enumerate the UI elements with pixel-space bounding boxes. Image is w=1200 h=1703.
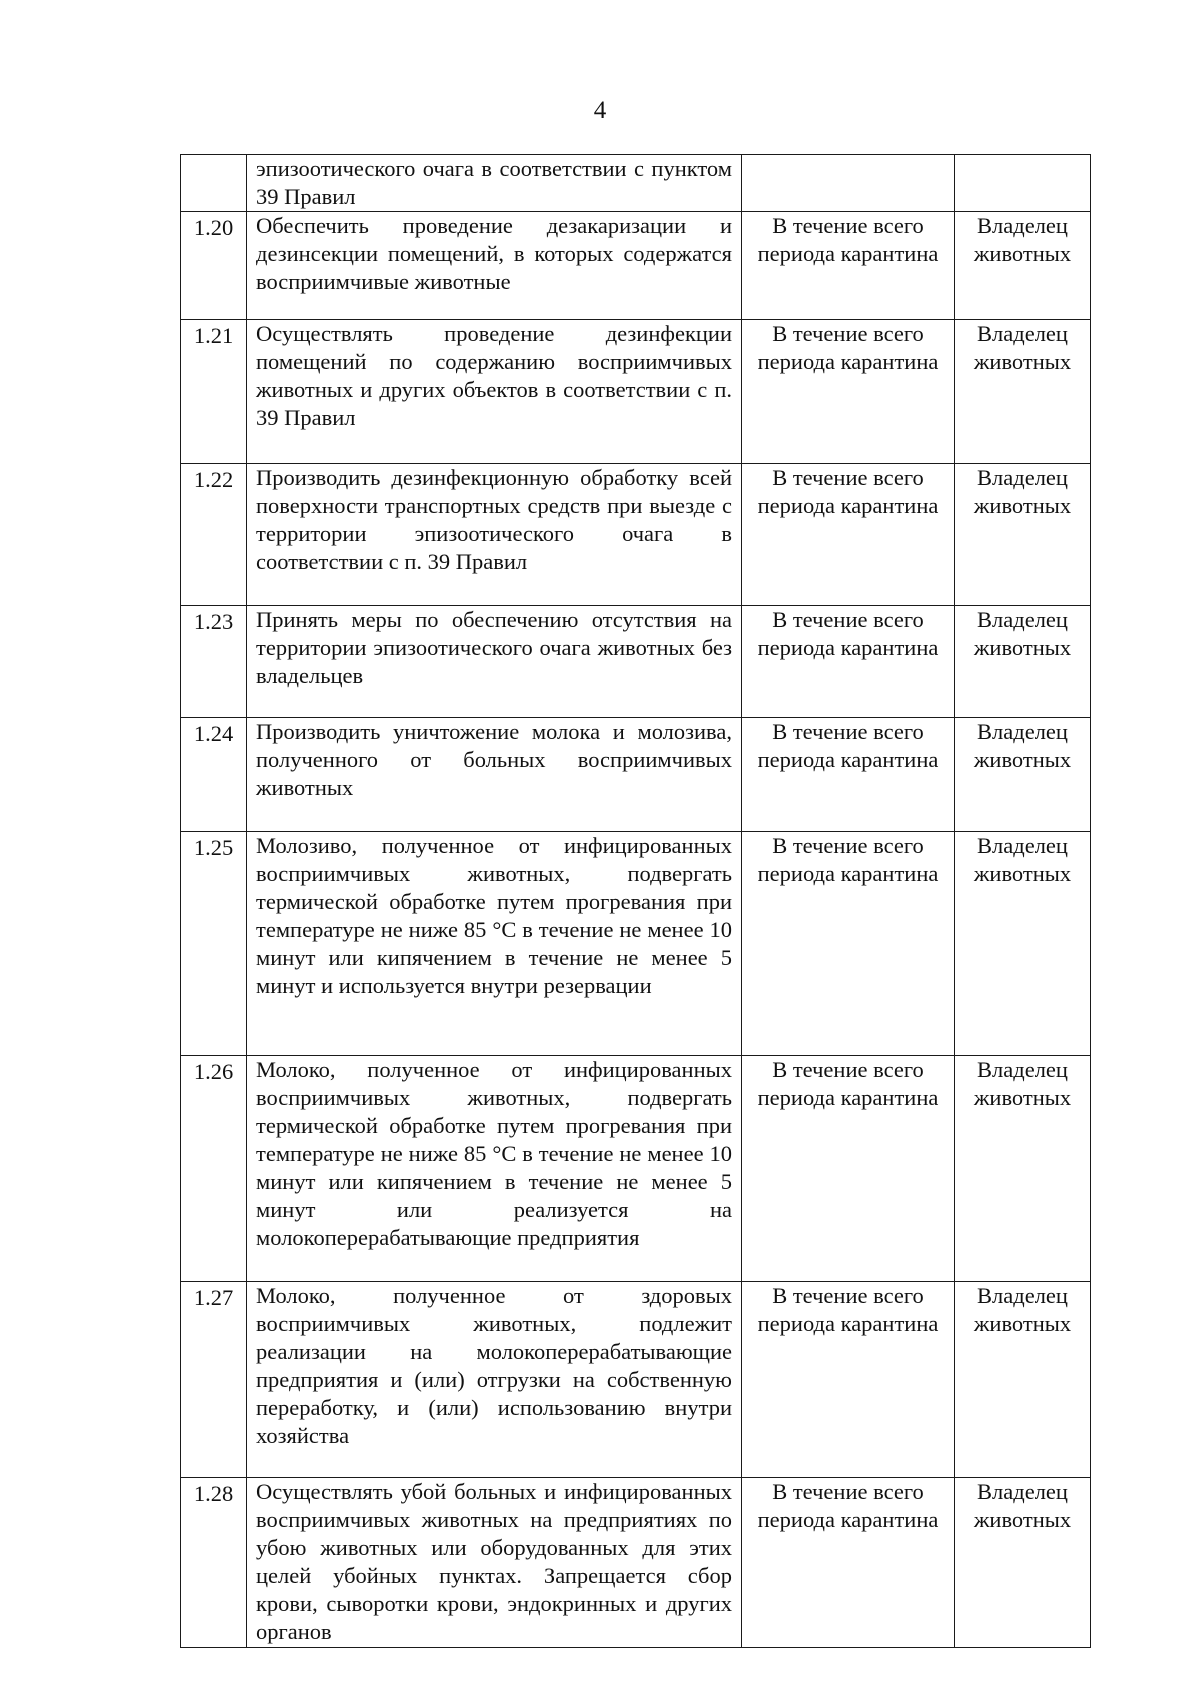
table-row [181, 1478, 1091, 1648]
row-number: 1.20 [181, 212, 247, 320]
table-row [181, 212, 1091, 320]
responsible-text [955, 155, 1091, 212]
table-row [181, 464, 1091, 606]
row-number: 1.25 [181, 832, 247, 1056]
responsible-text: Владелец животных [955, 320, 1091, 464]
term-text: В течение всего периода карантина [742, 718, 955, 832]
measure-text: Молоко, полученное от инфицированных восприимчивых животных, подвергать термической обработке путем прогревания при температуре не ниже 85 °С в течение не менее 10 минут или кипячением в течение не менее 5 минут или реализуется на молокоперерабатывающие предприятия [247, 1056, 742, 1282]
term-text: В течение всего периода карантина [742, 1282, 955, 1478]
term-text [742, 155, 955, 212]
measure-text: Осуществлять проведение дезинфекции помещений по содержанию восприимчивых животных и других объектов в соответствии с п. 39 Правил [247, 320, 742, 464]
responsible-text: Владелец животных [955, 832, 1091, 1056]
measures-table [180, 154, 1091, 1648]
responsible-text: Владелец животных [955, 464, 1091, 606]
table-row [181, 832, 1091, 1056]
responsible-text: Владелец животных [955, 606, 1091, 718]
table-row [181, 718, 1091, 832]
term-text: В течение всего периода карантина [742, 1056, 955, 1282]
row-number: 1.28 [181, 1478, 247, 1648]
measure-text: Обеспечить проведение дезакаризации и дезинсекции помещений, в которых содержатся восприимчивые животные [247, 212, 742, 320]
row-number: 1.24 [181, 718, 247, 832]
table-row [181, 1282, 1091, 1478]
row-number: 1.26 [181, 1056, 247, 1282]
term-text: В течение всего периода карантина [742, 606, 955, 718]
table-row [181, 606, 1091, 718]
row-number: 1.23 [181, 606, 247, 718]
responsible-text: Владелец животных [955, 718, 1091, 832]
row-number: 1.21 [181, 320, 247, 464]
responsible-text: Владелец животных [955, 1282, 1091, 1478]
measure-text: Производить дезинфекционную обработку всей поверхности транспортных средств при выезде с территории эпизоотического очага в соответствии с п. 39 Правил [247, 464, 742, 606]
table-row [181, 155, 1091, 212]
responsible-text: Владелец животных [955, 212, 1091, 320]
row-number [181, 155, 247, 212]
row-number: 1.27 [181, 1282, 247, 1478]
term-text: В течение всего периода карантина [742, 1478, 955, 1648]
measure-text: Производить уничтожение молока и молозива, полученного от больных восприимчивых животных [247, 718, 742, 832]
measure-text: Принять меры по обеспечению отсутствия на территории эпизоотического очага животных без владельцев [247, 606, 742, 718]
term-text: В течение всего периода карантина [742, 464, 955, 606]
term-text: В течение всего периода карантина [742, 832, 955, 1056]
table-row [181, 320, 1091, 464]
measure-text: Молозиво, полученное от инфицированных восприимчивых животных, подвергать термической обработке путем прогревания при температуре не ниже 85 °С в течение не менее 10 минут или кипячением в течение не менее 5 минут и используется внутри резервации [247, 832, 742, 1056]
responsible-text: Владелец животных [955, 1056, 1091, 1282]
responsible-text: Владелец животных [955, 1478, 1091, 1648]
row-number: 1.22 [181, 464, 247, 606]
page-number: 4 [593, 97, 607, 124]
term-text: В течение всего периода карантина [742, 212, 955, 320]
measure-text: эпизоотического очага в соответствии с пунктом 39 Правил [247, 155, 742, 212]
table-row [181, 1056, 1091, 1282]
measure-text: Молоко, полученное от здоровых восприимчивых животных, подлежит реализации на молокоперерабатывающие предприятия и (или) отгрузки на собственную переработку, и (или) использованию внутри хозяйства [247, 1282, 742, 1478]
term-text: В течение всего периода карантина [742, 320, 955, 464]
measure-text: Осуществлять убой больных и инфицированных восприимчивых животных на предприятиях по убою животных или оборудованных для этих целей убойных пунктах. Запрещается сбор крови, сыворотки крови, эндокринных и других органов [247, 1478, 742, 1648]
